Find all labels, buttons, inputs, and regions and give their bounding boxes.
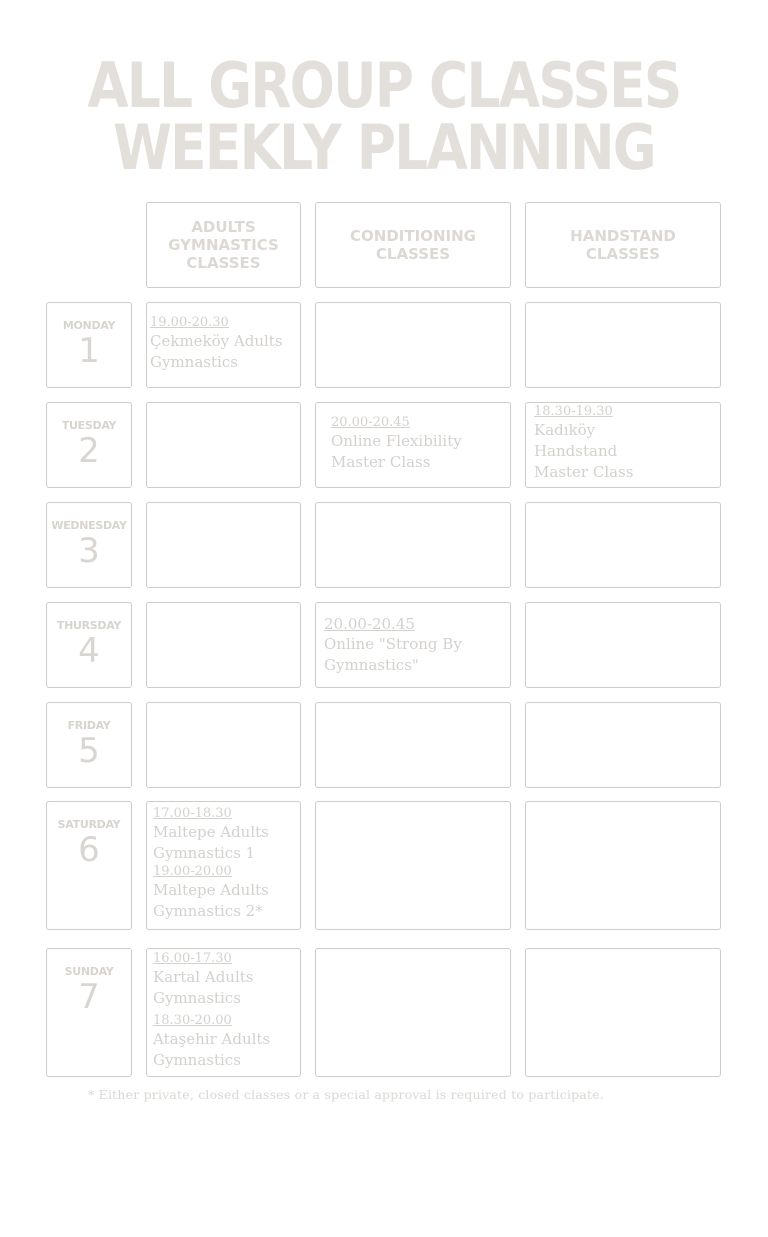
day-thursday <box>46 602 132 688</box>
cell-friday-handstand <box>525 702 721 788</box>
cell-thursday-adults <box>146 602 301 688</box>
event-name: Online Flexibility Master Class <box>331 432 462 471</box>
event-name: Kartal Adults Gymnastics <box>153 968 254 1007</box>
cell-wednesday-handstand <box>525 502 721 588</box>
day-number: 5 <box>78 731 100 771</box>
cell-monday-adults <box>146 302 301 388</box>
cell-sunday-handstand <box>525 948 721 1077</box>
day-number: 3 <box>78 531 100 571</box>
event-name: Online "Strong By Gymnastics" <box>324 635 462 674</box>
day-name: WEDNESDAY <box>51 519 127 532</box>
day-number: 4 <box>78 631 100 671</box>
event-name: Maltepe Adults Gymnastics 1 <box>153 823 269 862</box>
event-name: Çekmeköy Adults Gymnastics <box>150 332 283 371</box>
event-name: Ataşehir Adults Gymnastics <box>153 1030 271 1069</box>
day-number: 2 <box>78 431 100 471</box>
day-name: FRIDAY <box>67 719 111 732</box>
column-header-adults: ADULTS GYMNASTICS CLASSES <box>146 202 301 288</box>
event-time: 19.00-20.30 <box>150 315 229 330</box>
page-title-line-2: WEEKLY PLANNING <box>113 111 655 184</box>
cell-thursday-conditioning <box>315 602 511 688</box>
event-time: 18.30-19.30 <box>534 404 613 419</box>
day-number: 6 <box>78 830 100 870</box>
day-wednesday <box>46 502 132 588</box>
column-header-handstand: HANDSTAND CLASSES <box>525 202 721 288</box>
event-time: 18.30-20.00 <box>153 1013 232 1028</box>
day-number: 7 <box>78 977 100 1017</box>
event-time: 19.00-20.00 <box>153 864 232 879</box>
cell-wednesday-adults <box>146 502 301 588</box>
cell-tuesday-adults <box>146 402 301 488</box>
cell-tuesday-conditioning <box>315 402 511 488</box>
cell-wednesday-conditioning <box>315 502 511 588</box>
cell-sunday-conditioning <box>315 948 511 1077</box>
cell-sunday-adults <box>146 948 301 1077</box>
day-monday <box>46 302 132 388</box>
cell-saturday-adults <box>146 801 301 930</box>
cell-monday-handstand <box>525 302 721 388</box>
page-title-line-1: ALL GROUP CLASSES <box>87 49 681 122</box>
event-time: 16.00-17.30 <box>153 951 232 966</box>
event-time: 20.00-20.45 <box>324 615 415 633</box>
column-header-conditioning: CONDITIONING CLASSES <box>315 202 511 288</box>
event-time: 17.00-18.30 <box>153 806 232 821</box>
day-number: 1 <box>78 331 100 371</box>
cell-saturday-handstand <box>525 801 721 930</box>
cell-tuesday-handstand <box>525 402 721 488</box>
event-time: 20.00-20.45 <box>331 415 410 430</box>
footnote: * Either private, closed classes or a special approval is required to participate. <box>88 1087 604 1102</box>
day-tuesday <box>46 402 132 488</box>
day-name: TUESDAY <box>61 419 117 432</box>
day-name: SUNDAY <box>64 965 114 978</box>
event-name: Kadıköy Handstand Master Class <box>534 421 634 481</box>
cell-saturday-conditioning <box>315 801 511 930</box>
day-sunday <box>46 948 132 1077</box>
cell-friday-conditioning <box>315 702 511 788</box>
event-name: Maltepe Adults Gymnastics 2* <box>153 881 269 920</box>
day-name: MONDAY <box>62 319 116 332</box>
cell-friday-adults <box>146 702 301 788</box>
cell-thursday-handstand <box>525 602 721 688</box>
day-name: SATURDAY <box>57 818 121 831</box>
day-saturday <box>46 801 132 930</box>
cell-monday-conditioning <box>315 302 511 388</box>
day-friday <box>46 702 132 788</box>
day-name: THURSDAY <box>56 619 122 632</box>
